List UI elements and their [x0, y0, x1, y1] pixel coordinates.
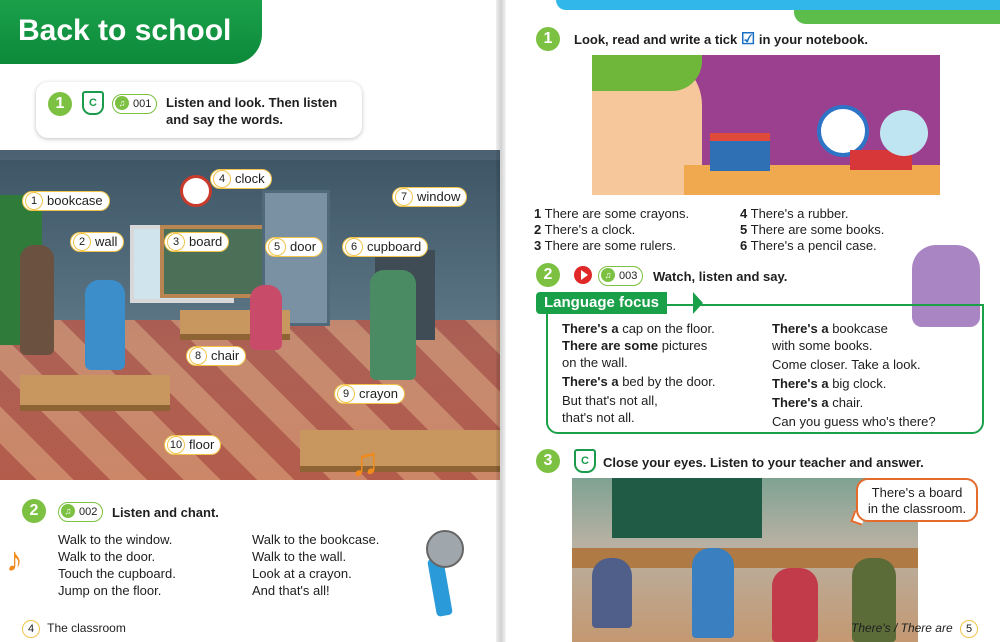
- top-color-bar: [794, 10, 1000, 24]
- microphone-icon: [426, 530, 464, 568]
- shield-icon: C: [574, 449, 596, 473]
- label-chair[interactable]: [186, 346, 246, 366]
- label-number: 7: [395, 188, 413, 206]
- chant-line: And that's all!: [252, 583, 330, 598]
- label-number: 2: [73, 233, 91, 251]
- language-focus-column-1: [562, 320, 715, 426]
- focus-line: Come closer. Take a look.: [772, 357, 921, 372]
- pupil: [592, 558, 632, 628]
- label-clock[interactable]: [210, 169, 272, 189]
- sentences-column-1: [534, 206, 689, 254]
- chant-line: Look at a crayon.: [252, 566, 352, 581]
- language-focus-column-2: [772, 320, 936, 430]
- label-number: 10: [167, 436, 185, 454]
- audio-track-button[interactable]: [112, 94, 157, 114]
- audio-track-button[interactable]: [58, 502, 103, 522]
- label-floor[interactable]: [164, 435, 221, 455]
- chant-line: Jump on the floor.: [58, 583, 162, 598]
- page-number: 5: [960, 620, 978, 638]
- exercise-1-instruction-box: [36, 82, 362, 138]
- label-word: clock: [235, 171, 265, 186]
- chant-line: Walk to the wall.: [252, 549, 347, 564]
- music-note-icon: ♪: [6, 541, 23, 579]
- tick-icon: ☑: [740, 31, 756, 48]
- chant-line: Walk to the door.: [58, 549, 156, 564]
- page-title: Back to school: [18, 14, 232, 47]
- exercise-number: 2: [22, 499, 46, 523]
- instruction-text: Listen and chant.: [112, 505, 219, 520]
- pupil: [772, 568, 818, 642]
- focus-line: on the wall.: [562, 355, 628, 370]
- track-number: 003: [619, 270, 638, 282]
- teacher-figure: [20, 245, 54, 355]
- audio-icon: ♫: [601, 268, 615, 282]
- focus-line: There's a chair.: [772, 395, 864, 410]
- instruction-text: [166, 94, 337, 128]
- shield-icon: C: [82, 91, 104, 115]
- video-play-icon[interactable]: [574, 266, 592, 284]
- label-word: wall: [95, 234, 118, 249]
- audio-icon: ♫: [61, 504, 75, 518]
- label-word: crayon: [359, 386, 399, 401]
- focus-line: But that's not all,: [562, 393, 658, 408]
- sentence: 4 There's a rubber.: [740, 206, 849, 221]
- chant-line: Touch the cupboard.: [58, 566, 176, 581]
- label-wall[interactable]: [70, 232, 124, 252]
- focus-line: There's a big clock.: [772, 376, 887, 391]
- exercise-number: 2: [536, 263, 560, 287]
- focus-line: There's a cap on the floor.: [562, 321, 715, 336]
- kid-figure: [370, 270, 416, 380]
- footer-left: [18, 620, 126, 638]
- label-number: 9: [337, 385, 355, 403]
- bubble-line: There's a board: [871, 485, 963, 500]
- focus-line: Can you guess who's there?: [772, 414, 936, 429]
- books: [710, 133, 770, 171]
- right-page: [500, 0, 1000, 642]
- desk-drawing: [300, 430, 500, 472]
- chant-column-1: [58, 531, 176, 599]
- footer-right: [851, 620, 982, 638]
- label-number: 6: [345, 238, 363, 256]
- focus-line: There's a bookcase: [772, 321, 888, 336]
- label-word: cupboard: [367, 239, 422, 254]
- chant-line: Walk to the bookcase.: [252, 532, 380, 547]
- exercise-number: 1: [536, 27, 560, 51]
- label-window[interactable]: [392, 187, 467, 207]
- instruction-text: Watch, listen and say.: [653, 269, 788, 284]
- label-word: chair: [211, 348, 240, 363]
- focus-line: There's a bed by the door.: [562, 374, 716, 389]
- label-bookcase[interactable]: [22, 191, 110, 211]
- footer-section-title: There's / There are: [850, 621, 953, 635]
- track-number: 002: [79, 506, 98, 518]
- language-focus-tab: Language focus: [536, 292, 667, 314]
- sentence: 3 There are some rulers.: [534, 238, 677, 253]
- focus-line: with some books.: [772, 338, 873, 353]
- instruction-part: in your notebook.: [758, 32, 868, 47]
- instruction-line: and say the words.: [166, 112, 284, 127]
- label-word: door: [290, 239, 317, 254]
- label-word: bookcase: [47, 193, 103, 208]
- label-number: 8: [189, 347, 207, 365]
- instruction-text: [574, 31, 868, 48]
- audio-track-button[interactable]: [598, 266, 643, 286]
- top-color-bar: [556, 0, 1000, 10]
- chalkboard: [612, 478, 762, 538]
- label-number: 3: [167, 233, 185, 251]
- chant-column-2: [252, 531, 379, 599]
- bubble-line: in the classroom.: [867, 501, 967, 516]
- label-word: board: [189, 234, 223, 249]
- label-number: 4: [213, 170, 231, 188]
- book-spine: [496, 0, 506, 642]
- focus-line: that's not all.: [562, 410, 635, 425]
- language-focus-tab-arrow: [693, 292, 703, 314]
- desk-illustration: [592, 55, 940, 195]
- sentence: 5 There are some books.: [740, 222, 885, 237]
- label-cupboard[interactable]: [342, 237, 428, 257]
- label-word: floor: [189, 437, 215, 452]
- label-word: window: [417, 189, 461, 204]
- boy-figure: [85, 280, 125, 370]
- exercise-number: 3: [536, 449, 560, 473]
- label-number: 1: [25, 192, 43, 210]
- sentences-column-2: [740, 206, 884, 254]
- cap: [592, 55, 702, 91]
- audio-icon: ♫: [115, 96, 129, 110]
- desk-drawing: [20, 375, 170, 411]
- label-crayon[interactable]: [334, 384, 405, 404]
- sentence: 2 There's a clock.: [534, 222, 636, 237]
- page-number: 4: [22, 620, 40, 638]
- music-notes-icon: ♫: [350, 440, 380, 484]
- sentence: 6 There's a pencil case.: [740, 238, 877, 253]
- track-number: 001: [133, 98, 152, 110]
- footer-section-title: The classroom: [47, 621, 126, 635]
- instruction-text: Close your eyes. Listen to your teacher and answer.: [603, 455, 924, 470]
- focus-line: There are some pictures: [562, 338, 708, 353]
- fishbowl: [880, 110, 928, 156]
- language-focus-box: [546, 304, 984, 434]
- instruction-line: Listen and look. Then listen: [166, 95, 338, 110]
- exercise-number: 1: [48, 92, 72, 116]
- label-number: 5: [268, 238, 286, 256]
- clock-drawing: [180, 175, 212, 207]
- title-banner: [0, 0, 262, 64]
- sentence: 1 There are some crayons.: [534, 206, 690, 221]
- pupil: [692, 548, 734, 638]
- chant-line: Walk to the window.: [58, 532, 173, 547]
- instruction-part: Look, read and write a tick: [574, 32, 738, 47]
- label-door[interactable]: [265, 237, 323, 257]
- speech-bubble: [856, 478, 978, 522]
- girl-figure: [250, 285, 282, 350]
- label-board[interactable]: [164, 232, 229, 252]
